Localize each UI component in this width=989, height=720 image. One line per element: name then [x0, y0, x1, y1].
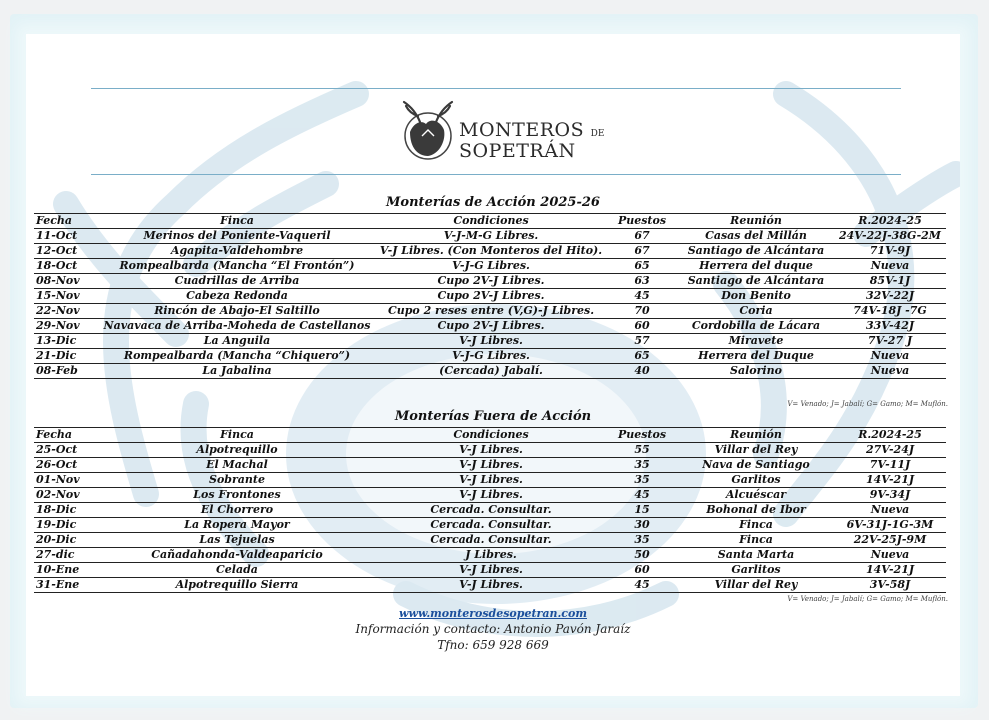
date-cell: 25-Oct: [36, 443, 78, 456]
table-row: [34, 518, 946, 533]
table-row: [34, 289, 946, 304]
resultado-cell: 3V-58J: [869, 578, 911, 591]
column-header: Fecha: [36, 214, 73, 227]
date-cell: 29-Nov: [36, 319, 80, 332]
resultado-cell: Nueva: [870, 503, 910, 516]
puestos-cell: 35: [634, 458, 650, 471]
table-row: [34, 319, 946, 334]
puestos-cell: 60: [634, 563, 650, 576]
accion-section-title: Monterías de Acción 2025-26: [386, 195, 600, 210]
puestos-cell: 35: [634, 533, 650, 546]
puestos-cell: 67: [634, 244, 650, 257]
condiciones-cell: V-J Libres.: [459, 563, 523, 576]
condiciones-cell: V-J Libres.: [459, 443, 523, 456]
date-cell: 01-Nov: [36, 473, 80, 486]
resultado-cell: Nueva: [870, 259, 910, 272]
column-header: R.2024-25: [858, 214, 922, 227]
finca-cell: Cuadrillas de Arriba: [174, 274, 300, 287]
resultado-cell: 27V-24J: [865, 443, 915, 456]
condiciones-cell: V-J Libres.: [459, 578, 523, 591]
finca-cell: Alpotrequillo: [196, 443, 278, 456]
table-row: [34, 548, 946, 563]
puestos-cell: 45: [634, 488, 650, 501]
finca-cell: Sobrante: [209, 473, 265, 486]
reunion-cell: Finca: [739, 518, 773, 531]
reunion-cell: Finca: [739, 533, 773, 546]
brand-name-line2: SOPETRÁN: [459, 140, 576, 162]
puestos-cell: 70: [634, 304, 650, 317]
reunion-cell: Santiago de Alcántara: [687, 274, 825, 287]
resultado-cell: 7V-11J: [869, 458, 911, 471]
finca-cell: Rincón de Abajo-El Saltillo: [154, 304, 320, 317]
resultado-cell: 24V-22J-38G-2M: [839, 229, 941, 242]
table-row: [34, 244, 946, 259]
condiciones-cell: (Cercada) Jabalí.: [439, 364, 543, 377]
date-cell: 11-Oct: [36, 229, 78, 242]
table-row: [34, 503, 946, 518]
finca-cell: Cañadahonda-Valdeaparicio: [151, 548, 323, 561]
condiciones-cell: Cupo 2V-J Libres.: [437, 319, 545, 332]
reunion-cell: Coria: [739, 304, 773, 317]
date-cell: 02-Nov: [36, 488, 80, 501]
resultado-cell: Nueva: [870, 548, 910, 561]
fuera-section-title: Monterías Fuera de Acción: [394, 409, 592, 424]
finca-cell: Celada: [216, 563, 258, 576]
header-rule-top: [91, 88, 901, 89]
reunion-cell: Santa Marta: [717, 548, 795, 561]
resultado-cell: Nueva: [870, 364, 910, 377]
table-row: [34, 229, 946, 244]
condiciones-cell: V-J-G Libres.: [452, 349, 530, 362]
date-cell: 18-Dic: [36, 503, 77, 516]
date-cell: 10-Ene: [36, 563, 80, 576]
condiciones-cell: Cupo 2V-J Libres.: [437, 274, 545, 287]
reunion-cell: Casas del Millán: [705, 229, 807, 242]
condiciones-cell: V-J-G Libres.: [452, 259, 530, 272]
column-header: Condiciones: [453, 428, 529, 441]
reunion-cell: Herrera del duque: [699, 259, 813, 272]
finca-cell: La Ropera Mayor: [184, 518, 290, 531]
resultado-cell: 33V-42J: [865, 319, 915, 332]
finca-cell: Alpotrequillo Sierra: [175, 578, 299, 591]
column-header: R.2024-25: [858, 428, 922, 441]
table-row: [34, 578, 946, 593]
table-row: [34, 259, 946, 274]
table-row: [34, 274, 946, 289]
finca-cell: Los Frontones: [193, 488, 281, 501]
puestos-cell: 30: [634, 518, 650, 531]
reunion-cell: Garlitos: [731, 563, 781, 576]
resultado-cell: 85V-1J: [869, 274, 911, 287]
resultado-cell: 9V-34J: [869, 488, 911, 501]
puestos-cell: 45: [634, 578, 650, 591]
date-cell: 13-Dic: [36, 334, 77, 347]
reunion-cell: Garlitos: [731, 473, 781, 486]
accion-legend: V= Venado; J= Jabalí; G= Gamo; M= Muflón.: [787, 400, 948, 408]
puestos-cell: 60: [634, 319, 650, 332]
reunion-cell: Miravete: [728, 334, 784, 347]
finca-cell: La Jabalina: [202, 364, 272, 377]
resultado-cell: 14V-21J: [865, 563, 915, 576]
table-row: [34, 304, 946, 319]
website-link[interactable]: www.monterosdesopetran.com: [399, 607, 587, 620]
brand-name-line1: MONTEROS DE: [459, 119, 605, 141]
finca-cell: Agapita-Valdehombre: [170, 244, 304, 257]
finca-cell: Cabeza Redonda: [186, 289, 288, 302]
table-row: [34, 533, 946, 548]
table-row: [34, 443, 946, 458]
reunion-cell: Villar del Rey: [714, 578, 798, 591]
footer-contact: Información y contacto: Antonio Pavón Jaraíz: [355, 622, 631, 636]
column-header: Reunión: [730, 428, 782, 441]
finca-cell: Rompealbarda (Mancha “Chiquero”): [123, 349, 351, 362]
condiciones-cell: Cercada. Consultar.: [430, 518, 552, 531]
date-cell: 12-Oct: [36, 244, 78, 257]
condiciones-cell: V-J Libres. (Con Monteros del Hito).: [379, 244, 603, 257]
resultado-cell: 14V-21J: [865, 473, 915, 486]
date-cell: 26-Oct: [36, 458, 78, 471]
puestos-cell: 40: [634, 364, 650, 377]
date-cell: 08-Feb: [36, 364, 78, 377]
reunion-cell: Salorino: [730, 364, 782, 377]
resultado-cell: 74V-18J -7G: [853, 304, 927, 317]
puestos-cell: 57: [634, 334, 650, 347]
puestos-cell: 35: [634, 473, 650, 486]
finca-cell: El Machal: [206, 458, 268, 471]
resultado-cell: 7V-27 J: [867, 334, 913, 347]
fuera-table: [34, 427, 946, 593]
finca-cell: Rompealbarda (Mancha “El Frontón”): [119, 259, 355, 272]
footer-website[interactable]: [26, 606, 960, 620]
column-header: Puestos: [617, 214, 667, 227]
condiciones-cell: V-J Libres.: [459, 458, 523, 471]
finca-cell: Las Tejuelas: [199, 533, 275, 546]
resultado-cell: 22V-25J-9M: [853, 533, 927, 546]
date-cell: 21-Dic: [36, 349, 77, 362]
reunion-cell: Santiago de Alcántara: [687, 244, 825, 257]
finca-cell: El Chorrero: [200, 503, 274, 516]
condiciones-cell: V-J Libres.: [459, 488, 523, 501]
condiciones-cell: V-J Libres.: [459, 334, 523, 347]
resultado-cell: Nueva: [870, 349, 910, 362]
table-row: [34, 349, 946, 364]
puestos-cell: 67: [634, 229, 650, 242]
puestos-cell: 65: [634, 349, 650, 362]
reunion-cell: Bohonal de Ibor: [706, 503, 806, 516]
fuera-legend: V= Venado; J= Jabalí; G= Gamo; M= Muflón.: [787, 595, 948, 603]
table-row: [34, 563, 946, 578]
table-row: [34, 364, 946, 379]
reunion-cell: Don Benito: [721, 289, 791, 302]
date-cell: 31-Ene: [36, 578, 80, 591]
header-rule-bottom: [91, 174, 901, 175]
date-cell: 15-Nov: [36, 289, 80, 302]
footer-phone: Tfno: 659 928 669: [437, 638, 549, 652]
table-row: [34, 488, 946, 503]
column-header: Condiciones: [453, 214, 529, 227]
table-row: [34, 458, 946, 473]
reunion-cell: Herrera del Duque: [698, 349, 814, 362]
date-cell: 19-Dic: [36, 518, 77, 531]
reunion-cell: Cordobilla de Lácara: [691, 319, 821, 332]
resultado-cell: 71V-9J: [869, 244, 911, 257]
column-header: Finca: [220, 214, 254, 227]
puestos-cell: 15: [634, 503, 650, 516]
date-cell: 22-Nov: [36, 304, 80, 317]
resultado-cell: 6V-31J-1G-3M: [846, 518, 934, 531]
accion-table: [34, 213, 946, 379]
puestos-cell: 65: [634, 259, 650, 272]
finca-cell: Merinos del Poniente-Vaqueril: [143, 229, 331, 242]
puestos-cell: 45: [634, 289, 650, 302]
column-header: Reunión: [730, 214, 782, 227]
condiciones-cell: V-J-M-G Libres.: [443, 229, 539, 242]
resultado-cell: 32V-22J: [865, 289, 915, 302]
reunion-cell: Alcuéscar: [725, 488, 787, 501]
finca-cell: La Anguila: [203, 334, 271, 347]
column-header: Fecha: [36, 428, 73, 441]
puestos-cell: 50: [634, 548, 650, 561]
column-header: Puestos: [617, 428, 667, 441]
condiciones-cell: Cercada. Consultar.: [430, 533, 552, 546]
reunion-cell: Nava de Santiago: [702, 458, 810, 471]
date-cell: 18-Oct: [36, 259, 78, 272]
table-row: [34, 334, 946, 349]
table-header-row: [34, 428, 946, 443]
date-cell: 08-Nov: [36, 274, 80, 287]
date-cell: 20-Dic: [36, 533, 77, 546]
column-header: Finca: [220, 428, 254, 441]
date-cell: 27-dic: [36, 548, 75, 561]
condiciones-cell: Cupo 2V-J Libres.: [437, 289, 545, 302]
puestos-cell: 55: [634, 443, 650, 456]
condiciones-cell: V-J Libres.: [459, 473, 523, 486]
table-header-row: [34, 214, 946, 229]
condiciones-cell: Cupo 2 reses entre (V,G)-J Libres.: [387, 304, 595, 317]
reunion-cell: Villar del Rey: [714, 443, 798, 456]
finca-cell: Navavaca de Arriba-Moheda de Castellanos: [103, 319, 371, 332]
table-row: [34, 473, 946, 488]
document-sheet: [26, 34, 960, 696]
condiciones-cell: Cercada. Consultar.: [430, 503, 552, 516]
puestos-cell: 63: [634, 274, 650, 287]
condiciones-cell: J Libres.: [465, 548, 517, 561]
